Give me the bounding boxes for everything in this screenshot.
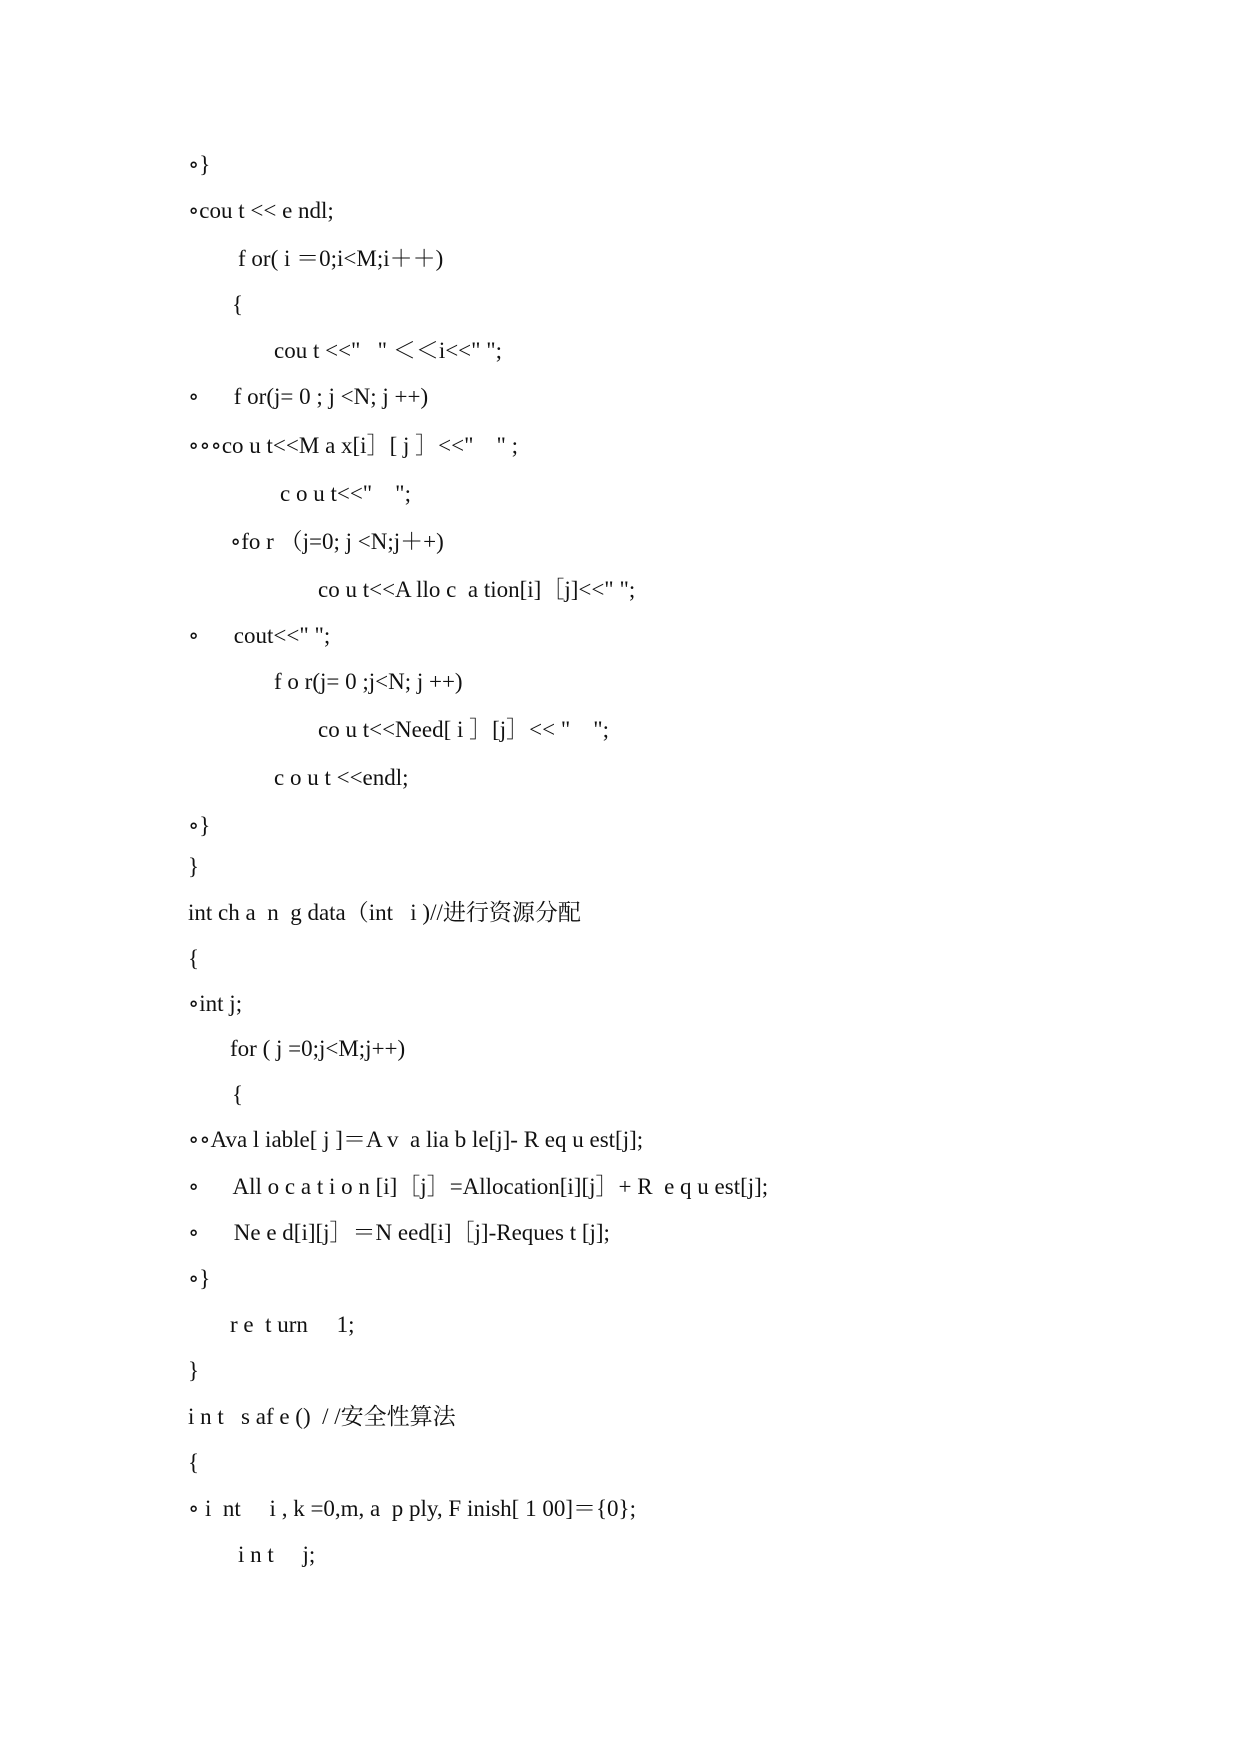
code-line: ∘cou t << e ndl;: [188, 198, 334, 223]
code-line: i n t j;: [238, 1542, 316, 1567]
code-line: for ( j =0;j<M;j++): [230, 1036, 406, 1061]
code-line: int ch a n g data（int i )//进行资源分配: [188, 900, 581, 925]
code-line: ∘}: [188, 152, 211, 177]
code-line: {: [188, 1450, 200, 1475]
code-line: co u t<<Need[ i ］[j］<< " ";: [318, 717, 610, 742]
code-line: ∘}: [188, 813, 211, 838]
code-line: ∘ cout<<" ";: [188, 623, 331, 648]
code-line: co u t<<A llo c a tion[i]［j]<<" ";: [318, 577, 636, 602]
code-line: ∘ All o c a t i o n [i]［j］=Allocation[i][j］+ R e q u est[j];: [188, 1174, 769, 1199]
code-line: ∘ Ne e d[i][j］＝N eed[i]［j]-Reques t [j];: [188, 1220, 610, 1245]
code-line: }: [188, 1358, 200, 1383]
code-line: {: [232, 292, 244, 317]
code-line: i n t s af e () / /安全性算法: [188, 1404, 456, 1429]
code-line: {: [188, 946, 200, 971]
code-line: ∘ i nt i , k =0,m, a p ply, F inish[ 1 00]＝{0};: [188, 1496, 636, 1521]
code-line: }: [188, 854, 200, 879]
code-line: r e t urn 1;: [230, 1312, 355, 1337]
code-line: ∘∘∘co u t<<M a x[i］[ j ］<<" " ;: [188, 433, 518, 458]
code-line: f o r(j= 0 ;j<N; j ++): [274, 669, 463, 694]
code-line: ∘}: [188, 1266, 211, 1291]
code-line: cou t <<" " ＜＜i<<" ";: [274, 338, 503, 363]
code-line: c o u t<<" ";: [280, 481, 411, 506]
code-line: ∘int j;: [188, 991, 243, 1016]
code-line: ∘fo r （j=0; j <N;j＋+): [230, 529, 444, 554]
code-line: ∘ f or(j= 0 ; j <N; j ++): [188, 384, 429, 409]
code-line: ∘∘Ava l iable[ j ]＝A v a lia b le[j]- R eq u est[j];: [188, 1127, 644, 1152]
code-line: f or( i ＝0;i<M;i＋＋): [238, 246, 444, 271]
code-line: c o u t <<endl;: [274, 765, 409, 790]
code-line: {: [232, 1082, 244, 1107]
